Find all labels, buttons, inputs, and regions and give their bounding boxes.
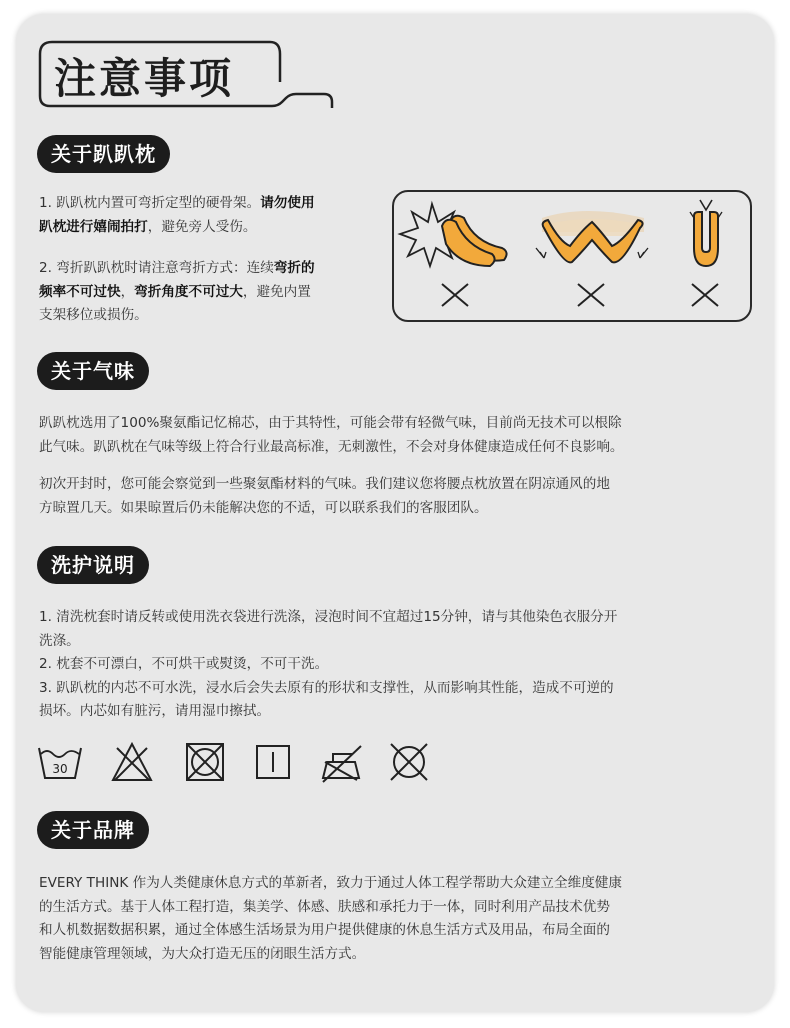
no-hitting-icon: [400, 204, 507, 306]
no-bleach-icon: [109, 740, 155, 784]
brand-paragraph: EVERY THINK 作为人类健康休息方式的革新者，致力于通过人体工程学帮助大众建立全维度健康 的生活方式。基于人体工程打造，集美学、体感、肤感和承托力于一体，同时利用产品技术优势 和人机数据数据积累，通过全体感生活场景为用户提供健康的休息生活方式及用品，布局全面的 智能健康管理领域，为大众打造无压的闭眼生活方式。: [39, 875, 622, 962]
section-heading-smell: 关于气味: [37, 352, 149, 390]
wash-instructions: 1. 清洗枕套时请反转或使用洗衣袋进行洗涤，浸泡时间不宜超过15分钟，请与其他染色衣服分开 洗涤。 2. 枕套不可漂白，不可烘干或熨烫，不可干洗。 3. 趴趴枕的内芯不可水洗，浸水后会失去原有的形状和支撑性，从而影响其性能，造成不可逆的 损坏。内芯如有脏污，请用湿巾擦拭。: [39, 609, 618, 719]
svg-text:30: 30: [52, 762, 68, 776]
pillow-rule-1: 1. 趴趴枕内置可弯折定型的硬骨架。请勿使用 趴枕进行嬉闹拍打，避免旁人受伤。: [39, 195, 315, 235]
pillow-rule-2: 2. 弯折趴趴枕时请注意弯折方式：连续弯折的 频率不可过快，弯折角度不可过大，避免内置 支架移位或损伤。: [39, 260, 315, 323]
no-dry-clean-icon: [387, 740, 433, 784]
section-heading-pillow: 关于趴趴枕: [37, 135, 170, 173]
line-dry-icon: [253, 740, 299, 784]
no-iron-icon: [319, 740, 365, 784]
no-fold-icon: [690, 200, 722, 306]
bend-warning-illustration: [392, 190, 752, 322]
smell-paragraph-2: 初次开封时，您可能会察觉到一些聚氨酯材料的气味。我们建议您将腰点枕放置在阴凉通风的地 方晾置几天。如果晾置后仍未能解决您的不适，可以联系我们的客服团队。: [39, 476, 610, 516]
section-heading-wash: 洗护说明: [37, 546, 149, 584]
section-heading-brand: 关于品牌: [37, 811, 149, 849]
no-tumble-dry-icon: [183, 740, 229, 784]
no-overbend-icon: [536, 211, 648, 306]
smell-paragraph-1: 趴趴枕选用了100%聚氨酯记忆棉芯，由于其特性，可能会带有轻微气味，目前尚无技术可以根除 此气味。趴趴枕在气味等级上符合行业最高标准，无刺激性，不会对身体健康造成任何不良影响。: [39, 415, 624, 455]
wash-30-icon: [37, 740, 83, 784]
care-symbols: [37, 740, 437, 784]
page-title: 注意事项: [54, 54, 235, 103]
